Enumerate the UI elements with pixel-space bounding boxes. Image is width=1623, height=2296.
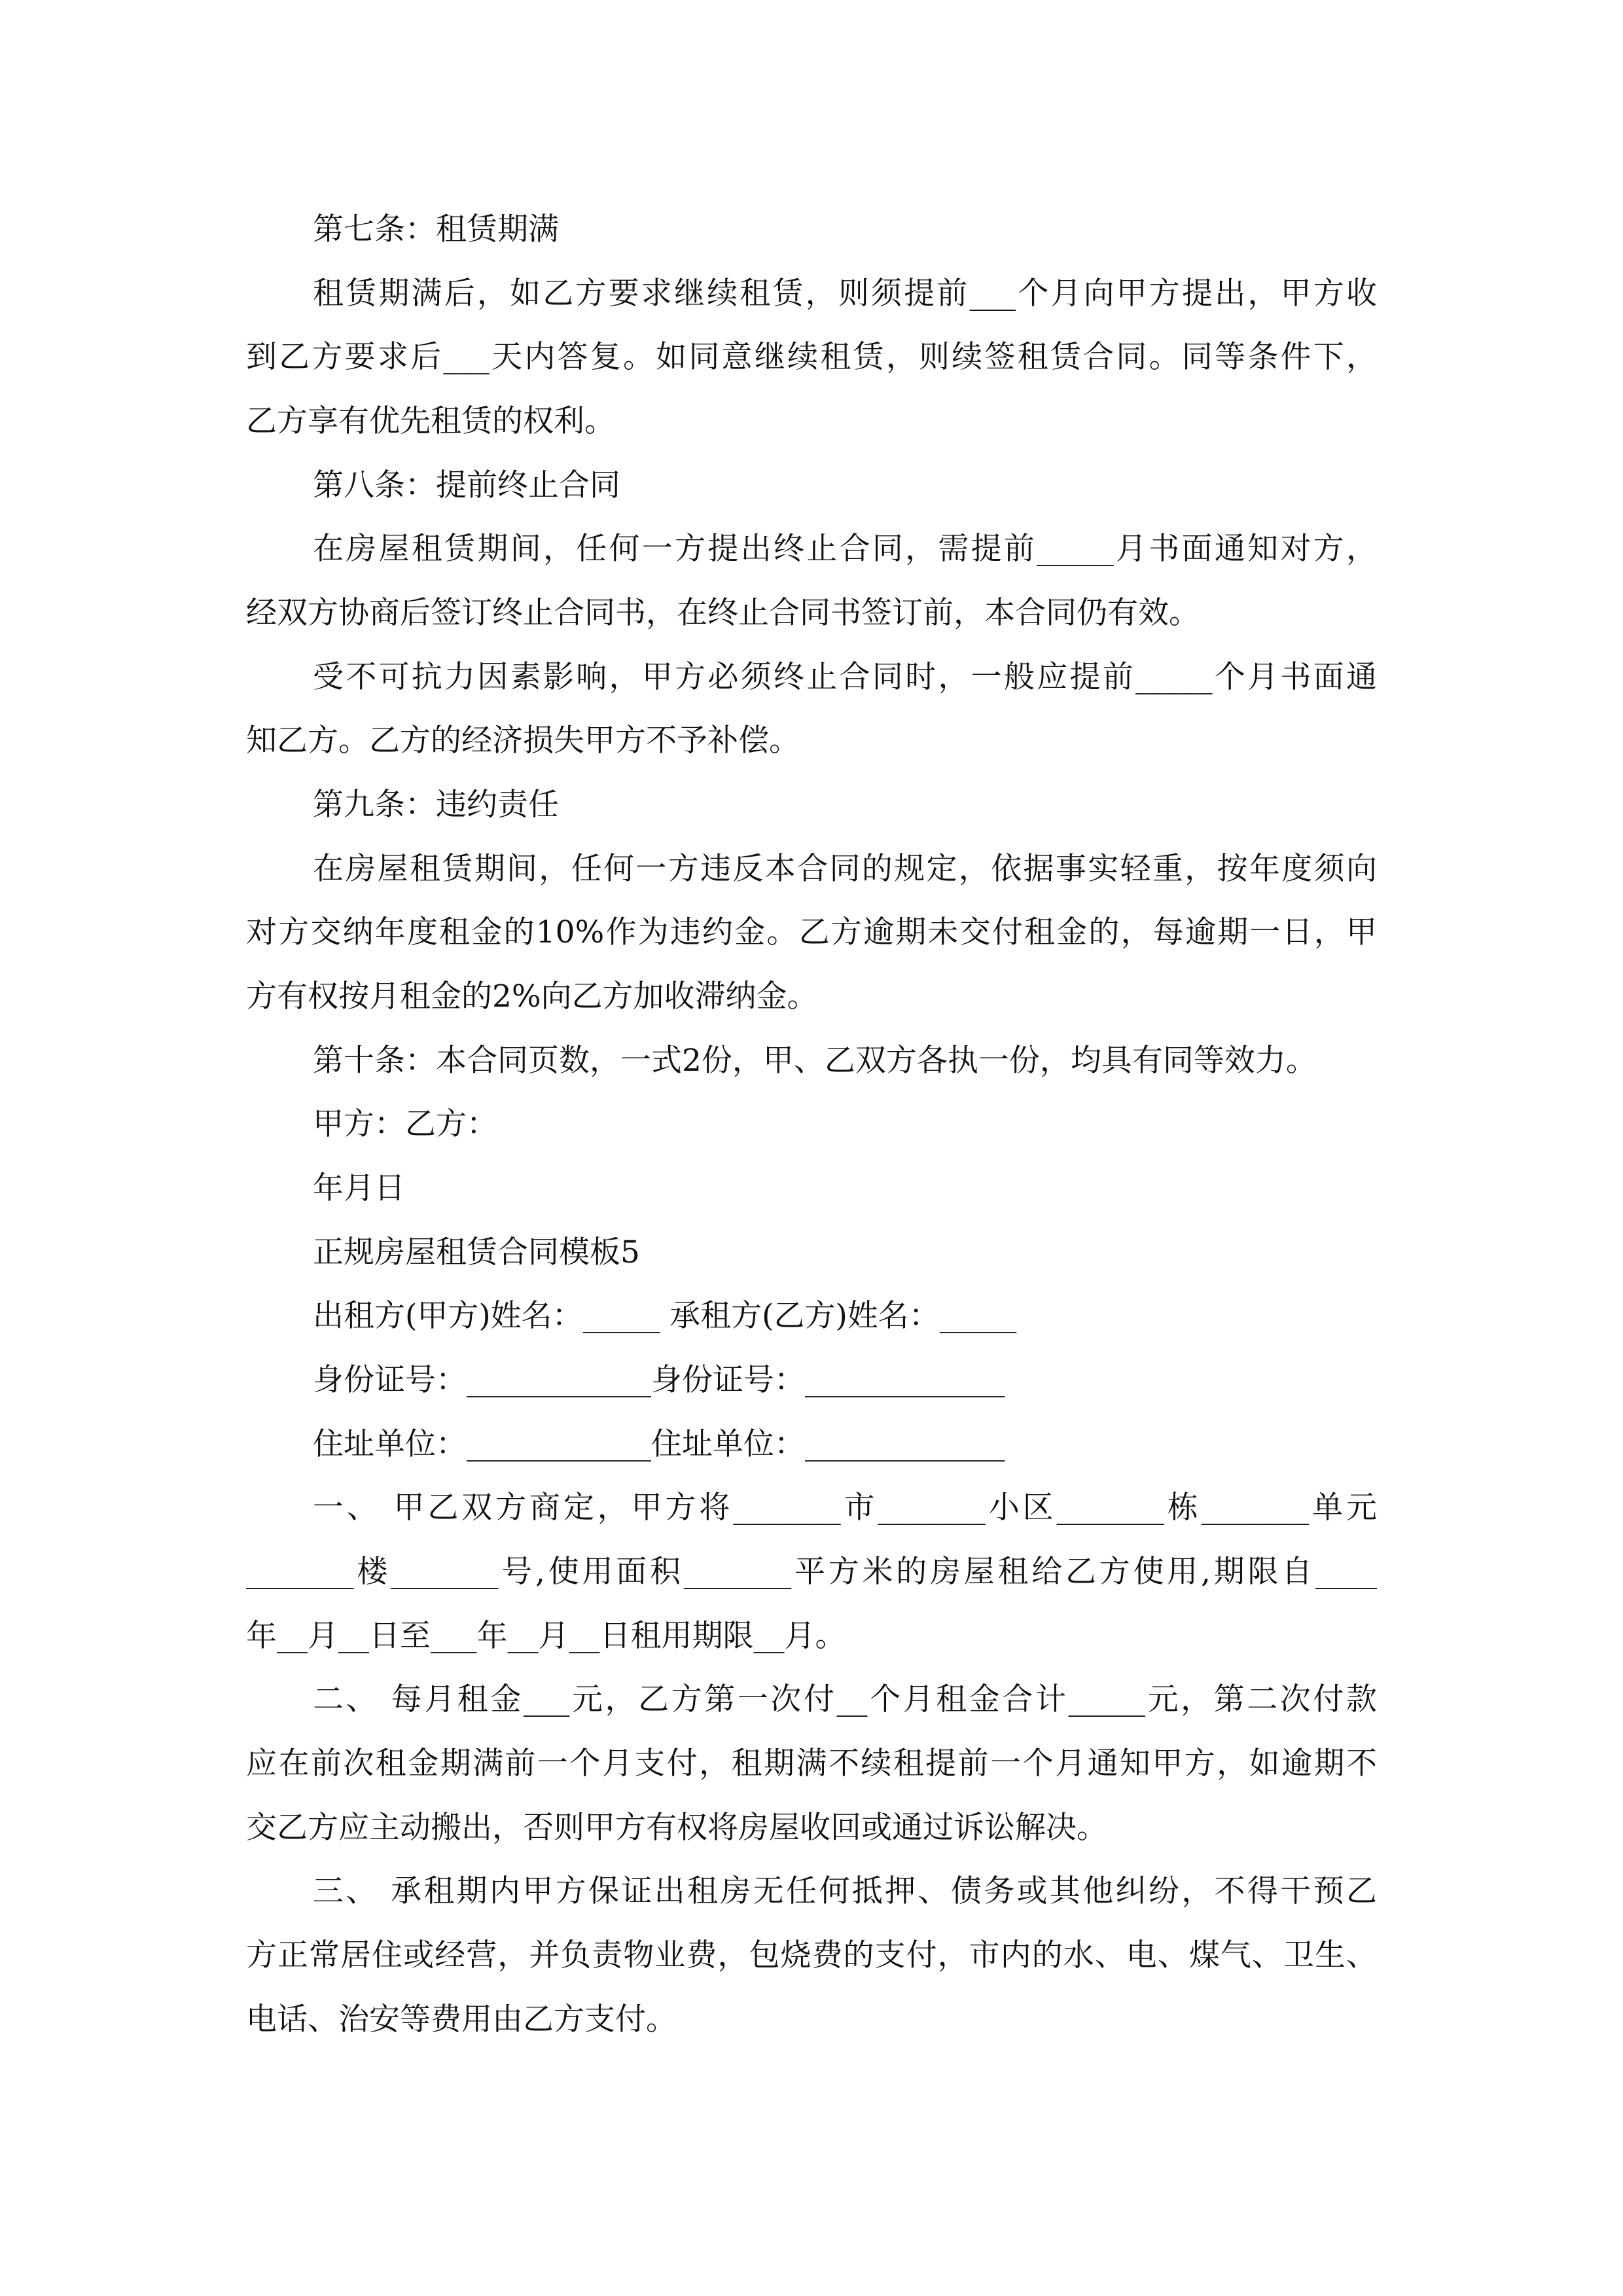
article-9-heading: 第九条：违约责任 <box>313 787 559 823</box>
text-line: 经双方协商后签订终止合同书，在终止合同书签订前，本合同仍有效。 <box>246 595 1200 631</box>
text-line: 方有权按月租金的2%向乙方加收滞纳金。 <box>246 978 818 1014</box>
article-10-text: 第十条：本合同页数，一式2份，甲、乙双方各执一份，均具有同等效力。 <box>313 1043 1317 1079</box>
clause-1-line: 一、 甲乙双方商定，甲方将_______市_______小区_______栋_______单元 <box>313 1490 1377 1526</box>
article-8-heading: 第八条：提前终止合同 <box>313 467 620 503</box>
clause-3-line: 方正常居住或经营，并负责物业费，包烧费的支付，市内的水、电、煤气、卫生、 <box>246 1937 1377 1973</box>
text-line: 在房屋租赁期间，任何一方违反本合同的规定，依据事实轻重，按年度须向 <box>313 851 1377 887</box>
text-line: 在房屋租赁期间，任何一方提出终止合同，需提前_____月书面通知对方， <box>313 531 1377 567</box>
clause-2-line: 交乙方应主动搬出，否则甲方有权将房屋收回或通过诉讼解决。 <box>246 1810 1107 1846</box>
signature-date: 年月日 <box>313 1170 405 1206</box>
clause-3-line: 三、 承租期内甲方保证出租房无任何抵押、债务或其他纠纷，不得干预乙 <box>313 1873 1377 1909</box>
clause-2-line: 二、 每月租金___元，乙方第一次付__个月租金合计_____元，第二次付款 <box>313 1681 1377 1717</box>
text-line: 对方交纳年度租金的10%作为违约金。乙方逾期未交付租金的，每逾期一日，甲 <box>246 914 1377 950</box>
article-7-heading: 第七条：租赁期满 <box>313 211 559 247</box>
clause-1-line: 年__月__日至___年__月__日租用期限__月。 <box>246 1618 846 1654</box>
party-names-line: 出租方(甲方)姓名：_____ 承租方(乙方)姓名：_____ <box>313 1298 1017 1334</box>
text-line: 乙方享有优先租赁的权利。 <box>246 403 615 439</box>
text-line: 知乙方。乙方的经济损失甲方不予补偿。 <box>246 723 800 759</box>
text-line: 租赁期满后，如乙方要求继续租赁，则须提前___个月向甲方提出，甲方收 <box>313 276 1377 312</box>
clause-1-line: _______楼_______号,使用面积_______平方米的房屋租给乙方使用,期限自____ <box>246 1554 1377 1590</box>
clause-3-line: 电话、治安等费用由乙方支付。 <box>246 2001 677 2037</box>
id-number-line: 身份证号：____________身份证号：_____________ <box>313 1362 1005 1398</box>
text-line: 受不可抗力因素影响，甲方必须终止合同时，一般应提前_____个月书面通 <box>313 659 1377 695</box>
clause-2-line: 应在前次租金期满前一个月支付，租期满不续租提前一个月通知甲方，如逾期不 <box>246 1746 1377 1782</box>
signature-parties: 甲方：乙方： <box>313 1106 497 1142</box>
text-line: 到乙方要求后___天内答复。如同意继续租赁，则续签租赁合同。同等条件下， <box>246 339 1377 375</box>
template-title: 正规房屋租赁合同模板5 <box>313 1234 640 1270</box>
address-line: 住址单位：____________住址单位：_____________ <box>313 1426 1005 1462</box>
